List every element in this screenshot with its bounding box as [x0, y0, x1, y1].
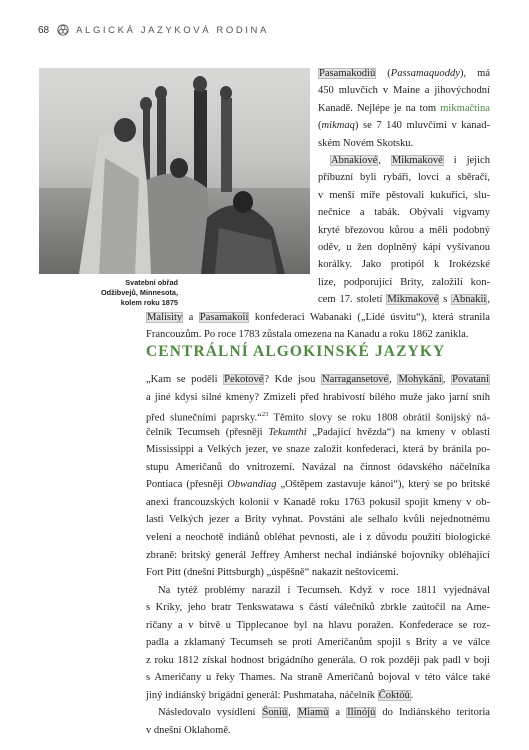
text-run: a	[329, 707, 347, 719]
text-run: čelník Tecumseh (přesněji	[146, 426, 269, 438]
highlighted-tribe-name: Čoktóů	[378, 689, 410, 701]
footnote-ref: 23	[261, 411, 269, 419]
text-run: konfederaci Wabanaki („Lidé úsvitu“), která stranila	[249, 311, 490, 323]
text-line	[146, 512, 490, 528]
text-line	[318, 153, 490, 169]
text-line	[146, 705, 490, 721]
text-run: stupu Američanů do vnitrozemí. Navázal na činnost ódavského náčelníka	[146, 461, 490, 473]
text-run: i jejich	[443, 155, 490, 166]
text-run: příbuzní byli rybáři, lovci a sběrači,	[318, 172, 490, 184]
native-term: Passamaquoddy	[390, 68, 460, 79]
text-run: v dnešní Oklahomě.	[146, 725, 231, 736]
highlighted-tribe-name: Pasamakoii	[199, 311, 249, 323]
text-run: anexi francouzských kolonií v Kanadě roku 1763 pokusil spojit kmeny v ob-	[146, 496, 490, 508]
text-run: (	[318, 120, 322, 132]
text-run: Mississippi a Velkých jezer, ve snaze založit konfederaci, která by bránila po-	[146, 444, 490, 456]
text-line	[146, 327, 490, 343]
text-line	[146, 477, 490, 493]
text-line	[146, 653, 490, 669]
caption-line: kolem roku 1875	[120, 298, 178, 307]
text-run: padla a zklamaný Tecumseh se proti Američanům spojil s Brity a ve válce	[146, 637, 490, 649]
text-line	[146, 565, 490, 581]
text-line	[146, 635, 490, 651]
text-run: ,	[378, 155, 391, 166]
text-line	[318, 83, 490, 99]
text-run: .	[410, 689, 414, 701]
text-run: „Kam se poděli	[146, 374, 224, 385]
native-term: Tekumthi	[268, 426, 307, 438]
running-header	[38, 23, 269, 37]
text-run: ričany a v bitvě u Tipplecanoe byl na hlavu poražen. Konfederace se roz-	[146, 619, 490, 631]
text-run: nečnice a tabák. Obývali vigvamy	[318, 207, 490, 219]
text-run: „Padající hvězda“) na kmeny v oblasti	[306, 426, 491, 438]
text-line	[146, 372, 490, 388]
text-line	[146, 583, 490, 599]
text-line	[146, 390, 490, 406]
text-run: ,	[389, 374, 398, 385]
text-run: korálky. Jako protipól k Irokézské	[318, 259, 490, 271]
highlighted-tribe-name: Miamů	[297, 707, 329, 719]
text-run: ,	[487, 294, 490, 306]
language-link: mikmačtina	[440, 102, 490, 114]
text-line	[318, 170, 490, 186]
text-run: s	[439, 294, 452, 306]
text-run: Francouzům. Po roce 1783 zůstala omezena na Kanadu a roku 1862 zanikla.	[146, 329, 469, 340]
text-line	[146, 460, 490, 476]
highlighted-tribe-name: Abnakii	[452, 294, 487, 306]
wedding-ceremony-photo	[39, 68, 310, 274]
text-line	[318, 66, 490, 82]
text-run: Na tytéž problémy narazil i Tecumseh. Když v roce 1811 vyjednával	[158, 584, 490, 596]
text-line	[318, 257, 490, 273]
text-run: (	[376, 68, 391, 79]
text-run: lize, podporující Brity, založili kon-	[318, 276, 490, 288]
text-line	[146, 618, 490, 634]
text-run: cem 17. století	[318, 294, 387, 306]
photo-caption	[39, 278, 178, 308]
text-line	[318, 118, 490, 134]
text-run: a jiné kdysi silné kmeny? Zmizeli před hrabivostí bílého muže jako jarní sníh	[146, 391, 490, 403]
text-line	[146, 407, 490, 423]
text-line	[318, 275, 490, 291]
highlighted-tribe-name: Pasamakodiů	[319, 68, 376, 79]
text-run: zbraně: britský generál Jeffrey Amherst nechal indiánské bojovníky obléhající	[146, 549, 490, 561]
text-line	[318, 205, 490, 221]
text-line	[318, 292, 490, 308]
text-run: Fort Pitt (dnešní Pittsburgh) „úspěšně“ nakazit neštovicemi.	[146, 567, 399, 579]
text-run: Pontiaca (přesněji	[146, 479, 228, 491]
text-run: a	[183, 311, 199, 323]
text-run: před slunečními paprsky.“	[146, 412, 262, 424]
highlighted-tribe-name: Malisity	[147, 311, 183, 323]
text-line	[146, 495, 490, 511]
text-line	[318, 188, 490, 204]
text-run: z roku 1812 získal hodnost brigádního generála. O rok později pak padl v boji	[146, 654, 490, 666]
highlighted-tribe-name: Abnakiové	[331, 155, 378, 166]
native-term: Obwandiag	[227, 479, 277, 491]
highlighted-tribe-name: Ilinójů	[347, 707, 376, 719]
text-run: kryté březovou kůrou a měli podobný	[318, 224, 490, 236]
text-run: jiný indiánský brigádní generál: Pushmataha, náčelník	[146, 689, 378, 701]
page-number: 68	[38, 24, 50, 36]
highlighted-tribe-name: Narragansetové	[322, 374, 389, 385]
highlighted-tribe-name: Povatani	[452, 374, 490, 385]
text-run: ském Novém Skotsku.	[318, 137, 414, 149]
text-line	[146, 442, 490, 458]
highlighted-tribe-name: Mikmakové	[387, 294, 439, 306]
text-line	[146, 530, 490, 546]
text-run: „Oštěpem zastavuje kánoi“), který se po britské	[276, 479, 490, 491]
text-run: ,	[288, 707, 297, 719]
running-title: ALGICKÁ JAZYKOVÁ RODINA	[76, 24, 269, 36]
section-heading: CENTRÁLNÍ ALGOKINSKÉ JAZYKY	[146, 343, 446, 360]
native-term: mikmaq	[321, 120, 355, 132]
text-line	[146, 688, 490, 704]
text-line	[146, 670, 490, 686]
text-run: ) se 7 140 mluvčími v kanad-	[354, 120, 490, 132]
text-run: velení a neochotě indiánů obléhat pevnosti, ale i z důvodu použití biologické	[146, 531, 490, 543]
highlighted-tribe-name: Mikmakové	[391, 155, 443, 166]
highlighted-tribe-name: Šoniů	[262, 707, 288, 719]
text-run: s Kríky, jeho bratr Tenkswatawa s částí válečníků zbrkle zaútočil na Ame-	[146, 602, 490, 614]
highlighted-tribe-name: Pekotové	[224, 374, 264, 385]
text-run: ,	[442, 374, 452, 385]
caption-line: Svatební obřad	[125, 278, 178, 287]
text-line	[318, 101, 490, 117]
text-run: Těmito slovy se roku 1808 obrátil šonijský ná-	[268, 412, 490, 424]
text-line	[146, 310, 490, 326]
text-line	[146, 723, 490, 739]
text-run: lasti Velkých jezer a Brity vyhnat. Povstání ale selhalo kvůli nejednotnému	[146, 514, 490, 526]
celtic-knot-icon	[57, 24, 69, 36]
text-run: ), má	[459, 68, 490, 79]
caption-line: Odžibvejů, Minnesota,	[100, 288, 178, 297]
text-run: do Indiánského teritoria	[376, 707, 490, 719]
text-run: ? Kde jsou	[264, 374, 322, 385]
text-line	[318, 240, 490, 256]
text-run: oděv, u žen doplněný kápí vyšívanou	[318, 242, 490, 253]
text-line	[146, 425, 490, 441]
highlighted-tribe-name: Mohykáni	[398, 374, 442, 385]
text-line	[318, 223, 490, 239]
text-run: s Američany u řeky Thames. Na straně Američanů bojoval v této válce také	[146, 672, 490, 684]
text-line	[318, 136, 490, 152]
text-run: 450 mluvčích v Maine a jihovýchodní	[318, 85, 490, 97]
text-line	[146, 548, 490, 564]
text-line	[146, 600, 490, 616]
text-run: v menší míře pěstovali kukuřici, slu-	[318, 189, 490, 201]
text-run: Následovalo vysídlení	[158, 707, 262, 719]
text-run: Kanadě. Nejlépe je na tom	[318, 102, 441, 114]
